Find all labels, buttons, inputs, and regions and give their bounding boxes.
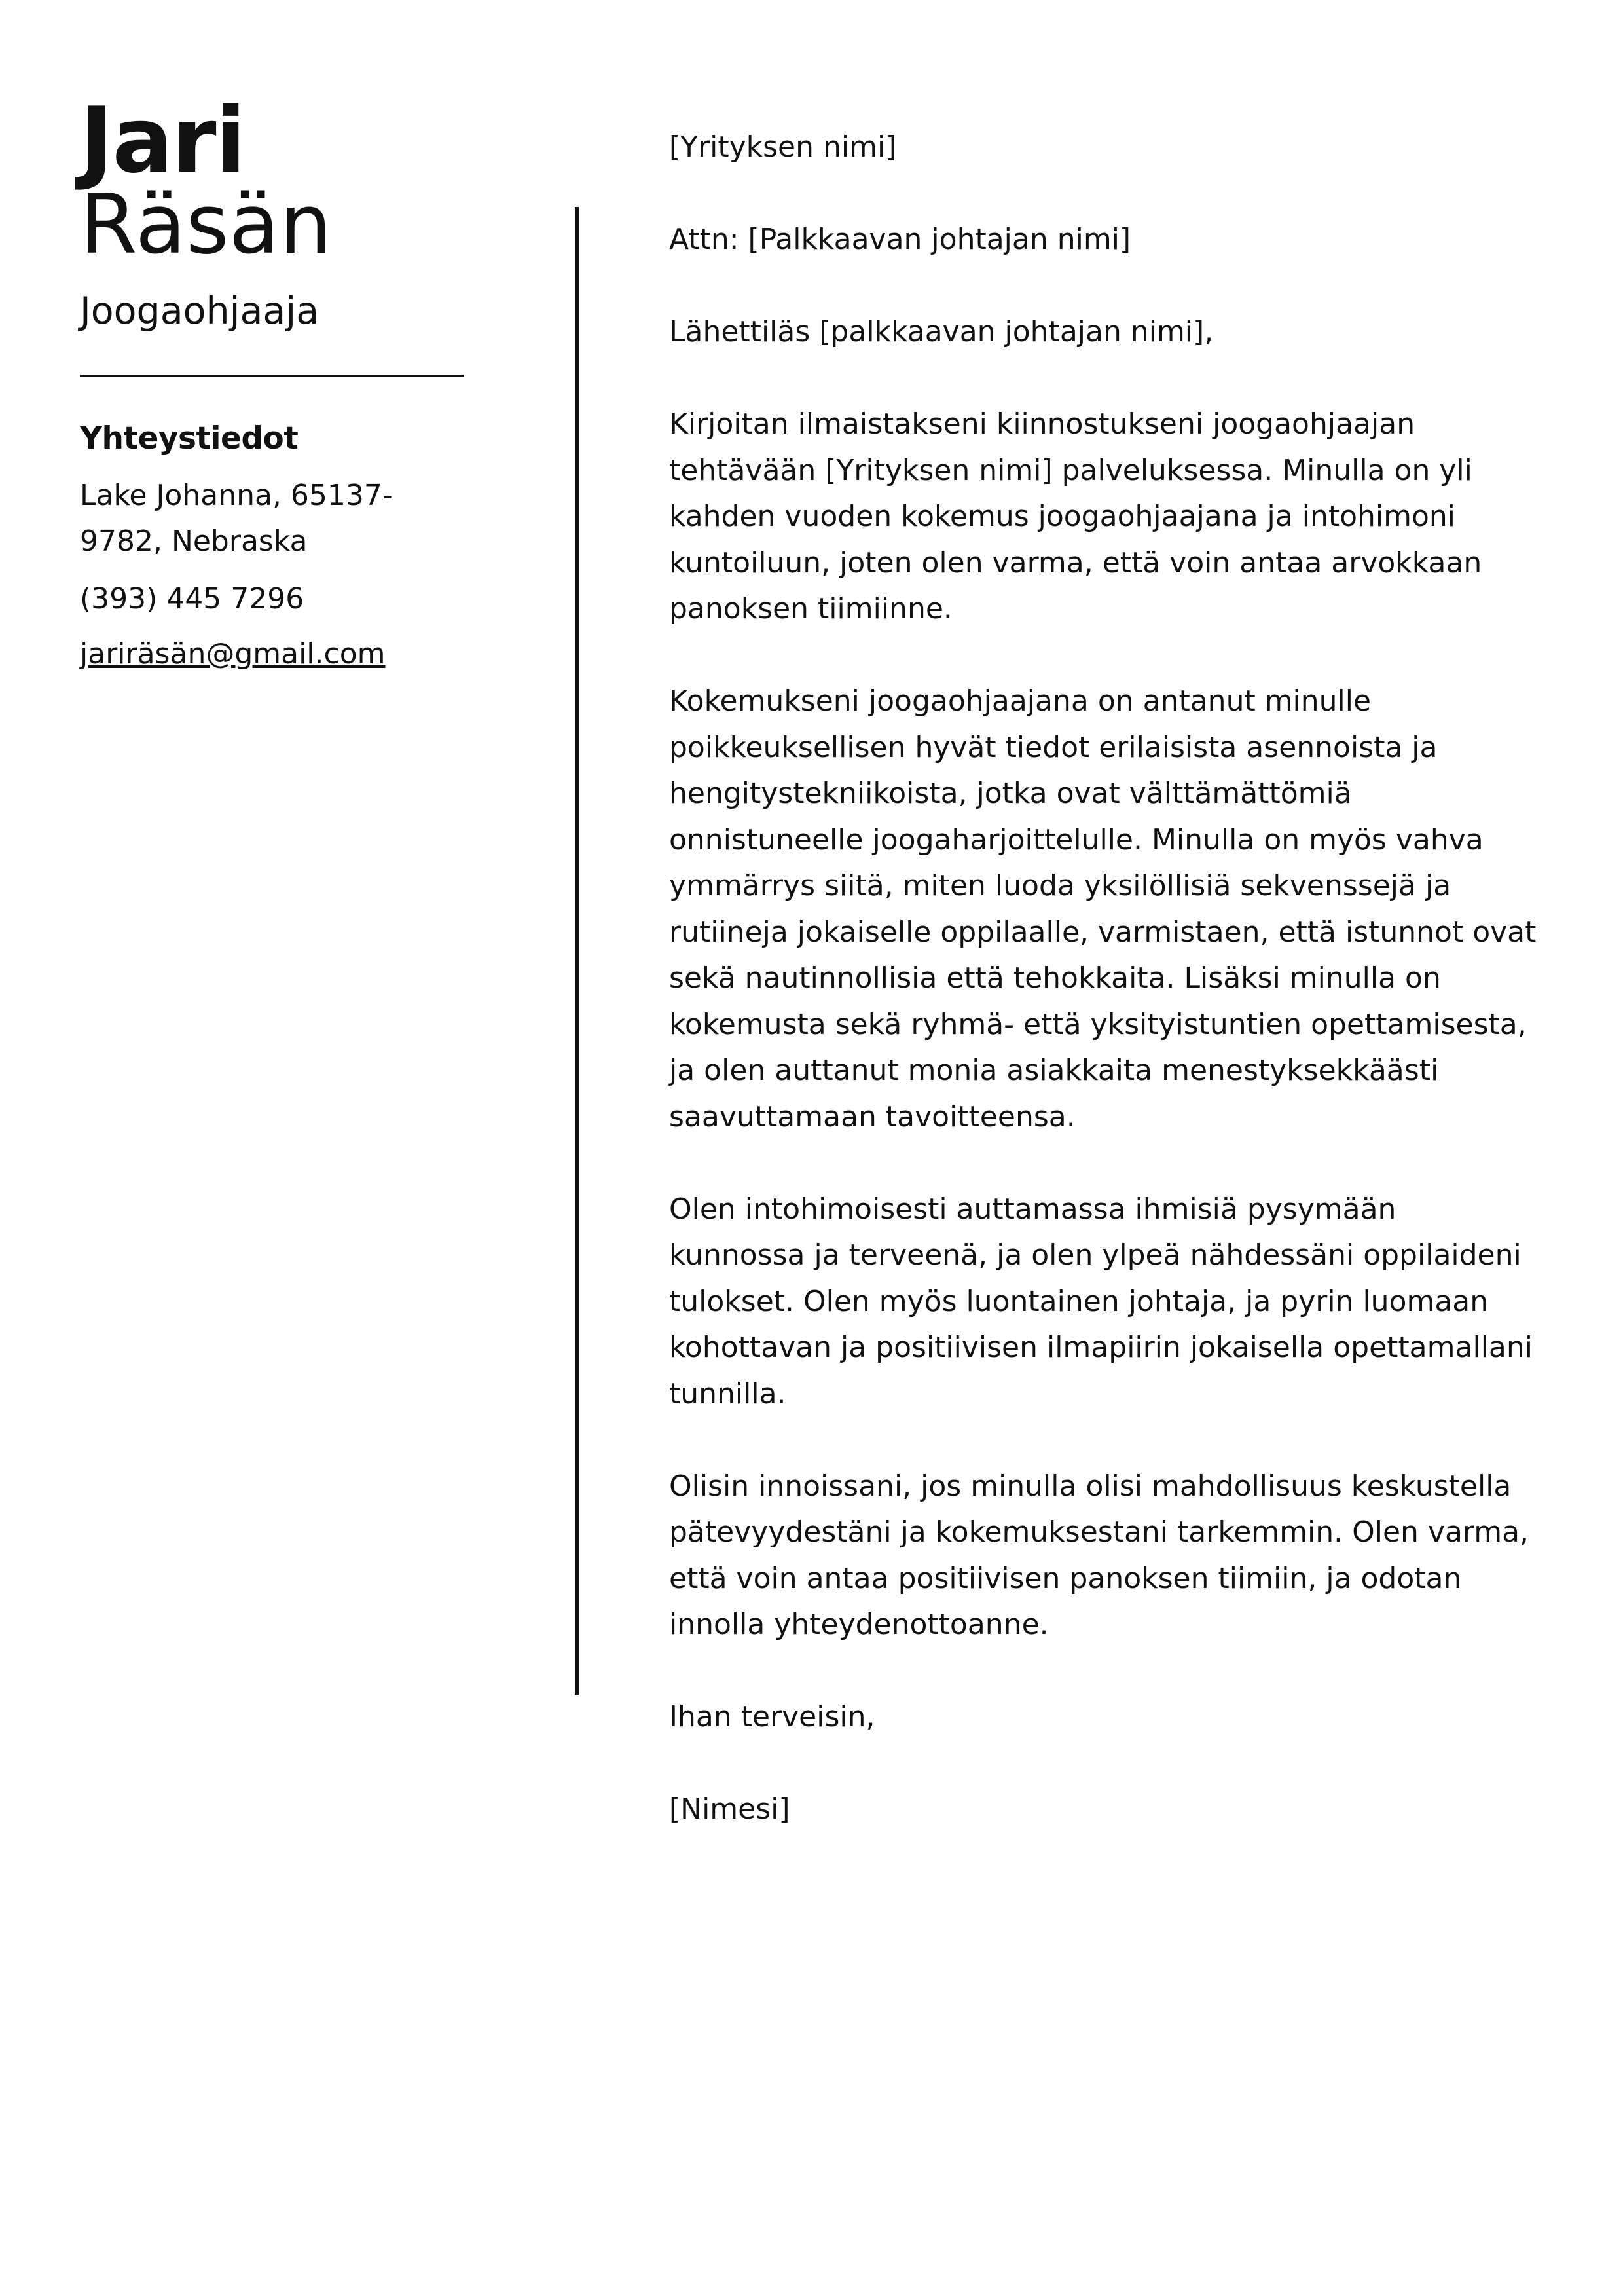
company-line: [Yrityksen nimi] [669, 130, 897, 164]
paragraph: Kokemukseni joogaohjaajana on antanut minulle poikkeuksellisen hyvät tiedot erilaisista asennoista ja hengitystekniikoista, jotka ovat välttämättömiä onnistuneelle joogaharjoittelulle. Minulla on myös vahva ymmärrys siitä, miten luoda yksilöllisiä sekvenssejä ja rutiineja jokaiselle oppilaalle, varmistaen, että istunnot ovat sekä nautinnollisia että tehokkaita. Lisäksi minulla on kokemusta sekä ryhmä- että yksityistuntien opettamisesta, ja olen auttanut monia asiakkaita menestyksekkäästi saavuttamaan tavoitteensa. [669, 684, 1537, 1134]
closing: Ihan terveisin, [669, 1700, 875, 1733]
contact-address: Lake Johanna, 65137-9782, Nebraska [80, 479, 393, 558]
salutation: Lähettiläs [palkkaavan johtajan nimi], [669, 315, 1214, 348]
first-name: Jari [80, 88, 245, 193]
signature: [Nimesi] [669, 1792, 790, 1826]
column-divider [575, 207, 579, 1695]
attn-line: Attn: [Palkkaavan johtajan nimi] [669, 223, 1131, 256]
contact-email-link[interactable]: jariräsän@gmail.com [80, 637, 386, 671]
job-title: Joogaohjaaja [80, 289, 319, 333]
sidebar-divider [80, 375, 464, 377]
paragraph: Olisin innoissani, jos minulla olisi mahdollisuus keskustella pätevyydestäni ja kokemuksestani tarkemmin. Olen varma, että voin antaa positiivisen panoksen tiimiin, ja odotan innolla yhteydenottoanne. [669, 1469, 1529, 1641]
contact-phone: (393) 445 7296 [80, 582, 304, 616]
last-name: Räsän [80, 176, 332, 272]
letter-body [669, 124, 1540, 1879]
paragraph: Olen intohimoisesti auttamassa ihmisiä pysymään kunnossa ja terveenä, ja olen ylpeä nähdessäni oppilaideni tulokset. Olen myös luontainen johtaja, ja pyrin luomaan kohottavan ja positiivisen ilmapiirin jokaisella opettamallani tunnilla. [669, 1192, 1533, 1411]
contact-heading: Yhteystiedot [80, 420, 299, 456]
sidebar [80, 88, 473, 677]
paragraph: Kirjoitan ilmaistakseni kiinnostukseni joogaohjaajan tehtävään [Yrityksen nimi] palveluksessa. Minulla on yli kahden vuoden kokemus joogaohjaajana ja intohimoni kuntoiluun, joten olen varma, että voin antaa arvokkaan panoksen tiimiinne. [669, 407, 1482, 625]
